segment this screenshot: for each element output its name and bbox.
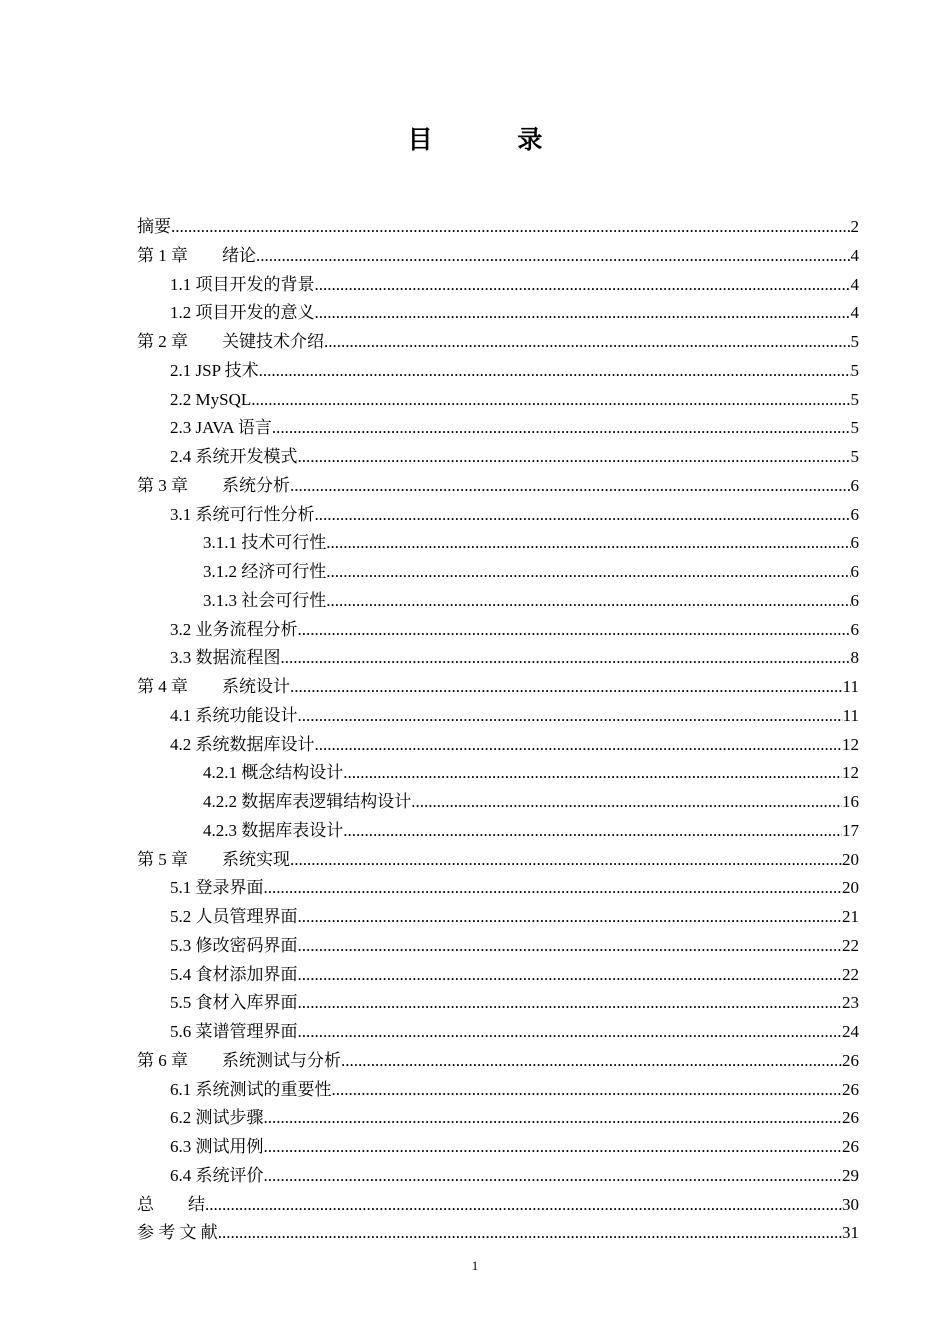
toc-dot-leader <box>332 1076 843 1105</box>
toc-entry-title: 第 6 章 系统测试与分析 <box>137 1050 341 1070</box>
toc-entry-page: 6 <box>850 562 859 581</box>
toc-entry-title: 3.1 系统可行性分析 <box>170 504 315 524</box>
toc-entry-page: 8 <box>850 648 859 668</box>
page-number: 1 <box>471 1258 479 1273</box>
toc-entry[interactable] <box>137 702 859 731</box>
toc-entry-page: 26 <box>842 1050 859 1070</box>
toc-entry[interactable] <box>137 788 859 817</box>
toc-dot-leader <box>326 558 850 587</box>
toc-entry-page: 11 <box>842 705 859 725</box>
toc-entry-page: 23 <box>842 993 859 1013</box>
toc-entry[interactable] <box>137 443 859 472</box>
toc-entry-title: 2.2 MySQL <box>170 389 252 409</box>
toc-entry-page: 5 <box>850 447 859 466</box>
toc-entry[interactable] <box>137 386 859 415</box>
toc-dot-leader <box>298 961 843 990</box>
toc-entry-page: 6 <box>850 504 859 524</box>
toc-entry-page: 21 <box>842 907 859 926</box>
toc-entry-page: 30 <box>842 1194 859 1214</box>
toc-dot-leader <box>290 673 843 702</box>
toc-dot-leader <box>251 386 850 415</box>
toc-entry-title: 参 考 文 献 <box>137 1223 218 1243</box>
toc-entry-title: 第 1 章 绪论 <box>137 245 256 265</box>
toc-entry[interactable] <box>137 616 859 645</box>
toc-dot-leader <box>290 472 851 501</box>
toc-entry-page: 6 <box>850 475 859 495</box>
toc-entry-title: 第 4 章 系统设计 <box>137 677 290 696</box>
toc-entry-title: 2.3 JAVA 语言 <box>170 418 272 438</box>
toc-dot-leader <box>298 443 851 472</box>
toc-entry-title: 总 结 <box>137 1194 205 1214</box>
toc-entry-title: 5.3 修改密码界面 <box>170 935 298 955</box>
toc-entry[interactable] <box>137 989 859 1018</box>
toc-dot-leader <box>326 587 850 616</box>
toc-entry-title: 摘要 <box>137 217 171 236</box>
toc-entry-page: 16 <box>842 792 859 811</box>
toc-dot-leader <box>343 817 842 846</box>
toc-dot-leader <box>171 213 851 242</box>
toc-entry-page: 5 <box>850 389 859 409</box>
toc-dot-leader <box>264 1133 843 1162</box>
toc-dot-leader <box>272 414 851 443</box>
toc-dot-leader <box>298 932 843 961</box>
toc-entry-page: 6 <box>850 619 859 639</box>
toc-entry-page: 26 <box>842 1137 859 1156</box>
toc-entry-title: 6.3 测试用例 <box>170 1137 264 1156</box>
toc-entry-title: 2.1 JSP 技术 <box>170 360 259 380</box>
toc-entry[interactable] <box>137 903 859 932</box>
toc-entry-page: 4 <box>850 274 859 294</box>
toc-entry[interactable] <box>137 817 859 846</box>
toc-entry-title: 4.1 系统功能设计 <box>170 705 298 725</box>
toc-entry-page: 26 <box>842 1108 859 1128</box>
toc-dot-leader <box>281 644 851 673</box>
toc-dot-leader <box>264 1104 843 1133</box>
toc-entry-page: 6 <box>850 533 859 553</box>
toc-entry-title: 5.6 菜谱管理界面 <box>170 1022 298 1041</box>
toc-entry-page: 22 <box>842 935 859 955</box>
toc-dot-leader <box>324 328 851 357</box>
toc-entry-page: 6 <box>850 590 859 610</box>
toc-entry-page: 26 <box>842 1079 859 1099</box>
toc-entry[interactable] <box>137 414 859 443</box>
toc-entry-title: 第 2 章 关键技术介绍 <box>137 332 324 351</box>
table-of-contents <box>137 213 859 1248</box>
toc-dot-leader <box>256 242 851 271</box>
toc-entry[interactable] <box>137 644 859 673</box>
toc-entry-title: 4.2.1 概念结构设计 <box>203 763 344 783</box>
toc-entry-title: 6.2 测试步骤 <box>170 1108 264 1128</box>
toc-entry[interactable] <box>137 759 859 788</box>
toc-entry-page: 24 <box>842 1022 859 1041</box>
toc-dot-leader <box>298 616 851 645</box>
toc-dot-leader <box>205 1191 842 1220</box>
toc-entry[interactable] <box>137 472 859 501</box>
toc-entry-title: 1.1 项目开发的背景 <box>170 274 315 294</box>
toc-entry[interactable] <box>137 1219 859 1248</box>
toc-entry[interactable] <box>137 529 859 558</box>
toc-dot-leader <box>298 989 843 1018</box>
toc-entry-title: 4.2 系统数据库设计 <box>170 734 315 754</box>
toc-entry[interactable] <box>137 1076 859 1105</box>
toc-dot-leader <box>315 501 851 530</box>
toc-entry-title: 第 5 章 系统实现 <box>137 849 290 869</box>
toc-dot-leader <box>315 299 851 328</box>
toc-dot-leader <box>259 357 851 386</box>
toc-entry[interactable] <box>137 558 859 587</box>
toc-entry[interactable] <box>137 932 859 961</box>
toc-entry-page: 12 <box>842 763 859 783</box>
toc-entry-title: 4.2.2 数据库表逻辑结构设计 <box>203 792 412 811</box>
toc-entry-page: 5 <box>850 418 859 438</box>
toc-entry-title: 5.5 食材入库界面 <box>170 993 298 1013</box>
toc-dot-leader <box>315 271 851 300</box>
toc-entry[interactable] <box>137 1133 859 1162</box>
toc-entry-title: 3.1.2 经济可行性 <box>203 562 327 581</box>
toc-entry[interactable] <box>137 1047 859 1076</box>
toc-dot-leader <box>341 1047 842 1076</box>
toc-entry[interactable] <box>137 299 859 328</box>
toc-entry[interactable] <box>137 213 859 242</box>
toc-entry-title: 2.4 系统开发模式 <box>170 447 298 466</box>
toc-dot-leader <box>218 1219 842 1248</box>
toc-entry-page: 22 <box>842 964 859 984</box>
toc-entry[interactable] <box>137 673 859 702</box>
toc-entry-page: 11 <box>842 677 859 696</box>
toc-entry[interactable] <box>137 242 859 271</box>
toc-entry[interactable] <box>137 874 859 903</box>
toc-dot-leader <box>264 1162 843 1191</box>
toc-entry-page: 17 <box>842 820 859 840</box>
toc-entry[interactable] <box>137 961 859 990</box>
toc-entry[interactable] <box>137 1191 859 1220</box>
toc-entry[interactable] <box>137 271 859 300</box>
toc-entry[interactable] <box>137 846 859 875</box>
toc-entry-title: 5.4 食材添加界面 <box>170 964 298 984</box>
toc-entry[interactable] <box>137 328 859 357</box>
toc-entry-page: 4 <box>850 245 859 265</box>
toc-dot-leader <box>264 874 843 903</box>
toc-entry-title: 3.2 业务流程分析 <box>170 619 298 639</box>
toc-entry[interactable] <box>137 1104 859 1133</box>
toc-dot-leader <box>298 903 843 932</box>
toc-entry-page: 5 <box>850 332 859 351</box>
toc-dot-leader <box>411 788 842 817</box>
toc-entry-title: 5.1 登录界面 <box>170 878 264 898</box>
toc-entry-page: 20 <box>842 878 859 898</box>
toc-dot-leader <box>298 1018 843 1047</box>
toc-dot-leader <box>326 529 850 558</box>
toc-entry-page: 5 <box>850 360 859 380</box>
toc-entry-page: 31 <box>842 1223 859 1243</box>
toc-entry-page: 4 <box>850 303 859 323</box>
toc-entry-title: 5.2 人员管理界面 <box>170 907 298 926</box>
toc-entry-page: 29 <box>842 1165 859 1185</box>
toc-entry[interactable] <box>137 1018 859 1047</box>
toc-entry-title: 3.1.1 技术可行性 <box>203 533 327 553</box>
toc-entry-page: 12 <box>842 734 859 754</box>
toc-entry[interactable] <box>137 731 859 760</box>
toc-entry-title: 6.4 系统评价 <box>170 1165 264 1185</box>
toc-entry[interactable] <box>137 501 859 530</box>
toc-dot-leader <box>343 759 842 788</box>
toc-entry-title: 1.2 项目开发的意义 <box>170 303 315 323</box>
toc-entry[interactable] <box>137 587 859 616</box>
toc-entry-page: 2 <box>850 217 859 236</box>
toc-entry-title: 第 3 章 系统分析 <box>137 475 290 495</box>
toc-dot-leader <box>298 702 843 731</box>
toc-entry-title: 6.1 系统测试的重要性 <box>170 1079 332 1099</box>
toc-dot-leader <box>315 731 843 760</box>
toc-entry-title: 3.1.3 社会可行性 <box>203 590 327 610</box>
toc-entry-page: 20 <box>842 849 859 869</box>
toc-entry[interactable] <box>137 1162 859 1191</box>
toc-entry-title: 4.2.3 数据库表设计 <box>203 820 344 840</box>
toc-title: 目 录 <box>407 125 581 154</box>
toc-dot-leader <box>290 846 842 875</box>
toc-entry-title: 3.3 数据流程图 <box>170 648 281 668</box>
toc-entry[interactable] <box>137 357 859 386</box>
